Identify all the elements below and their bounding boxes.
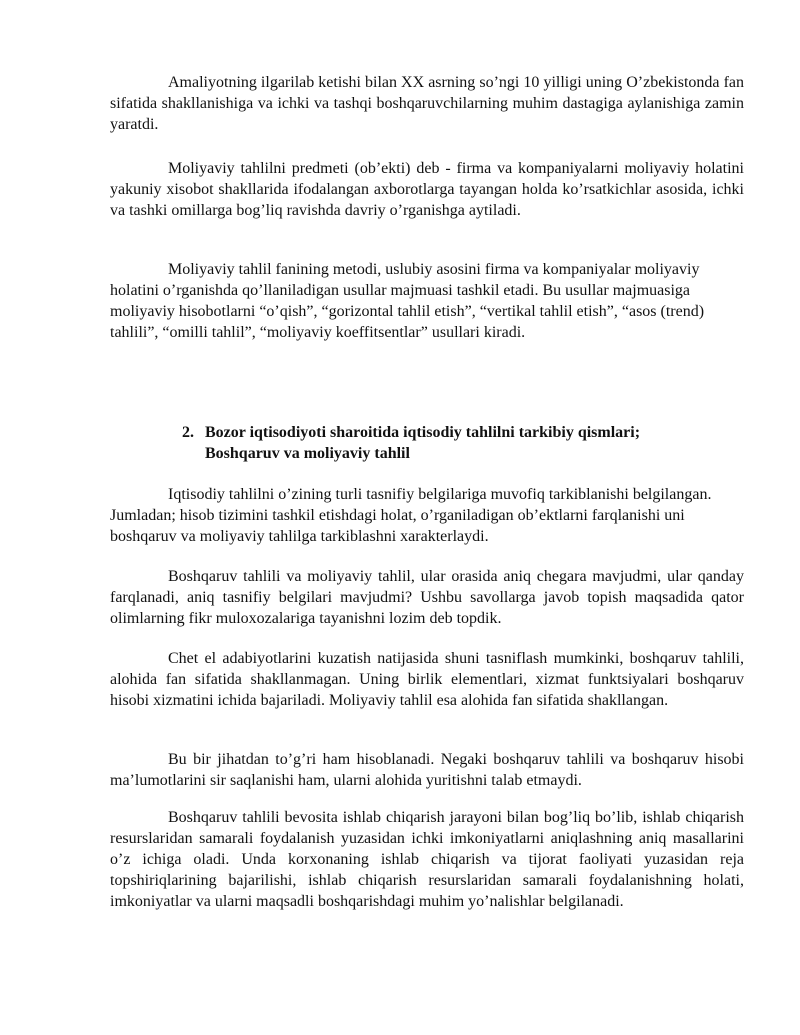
paragraph-7: Bu bir jihatdan to’g’ri ham hisoblanadi. Negaki boshqaruv tahlili va boshqaruv hisobi ma’lumotlarini sir saqlanishi ham, ularni alohida yuritishni talab etmaydi. bbox=[110, 751, 744, 789]
section-heading-line-2: Boshqaruv va moliyaviy tahlil bbox=[205, 445, 410, 462]
paragraph-5: Boshqaruv tahlili va moliyaviy tahlil, ular orasida aniq chegara mavjudmi, ular qanday farqlanadi, aniq tasnifiy belgilari mavjudmi? Ushbu savollarga javob topish maqsadida qator olimlarning fikr muloxozalariga tayanishni lozim deb topdik. bbox=[110, 568, 744, 627]
paragraph-8: Boshqaruv tahlili bevosita ishlab chiqarish jarayoni bilan bog’liq bo’lib, ishlab chiqarish resurslaridan samarali foydalanish yuzasidan ichki imkoniyatlarni aniqlashning aniq masallarini o’z ichiga oladi. Unda korxonaning ishlab chiqarish va tijorat faoliyati yuzasidan reja topshiriqlarining bajarilishi, ishlab chiqarish resurslaridan samarali foydalanishning holati, imkoniyatlar va ularni maqsadli boshqarishdagi muhim yo’nalishlar belgilanadi. bbox=[110, 809, 744, 910]
section-heading bbox=[182, 422, 742, 464]
paragraph-1: Amaliyotning ilgarilab ketishi bilan XX asrning so’ngi 10 yilligi uning O’zbekistonda fan sifatida shakllanishiga va ichki va tashqi boshqaruvchilarning muhim dastagiga aylanishiga zamin yaratdi. bbox=[110, 74, 744, 133]
paragraph-3: Moliyaviy tahlil fanining metodi, uslubiy asosini firma va kompaniyalar moliyaviy holatini o’rganishda qo’llaniladigan usullar majmuasi tashkil etadi. Bu usullar majmuasiga moliyaviy hisobotlarni “o’qish”, “gorizontal tahlil etish”, “vertikal tahlil etish”, “asos (trend) tahlili”, “omilli tahlil”, “moliyaviy koeffitsentlar” usullari kiradi. bbox=[110, 261, 705, 341]
section-heading-line-1: Bozor iqtisodiyoti sharoitida iqtisodiy tahlilni tarkibiy qismlari; bbox=[205, 424, 641, 441]
paragraph-6: Chet el adabiyotlarini kuzatish natijasida shuni tasniflash mumkinki, boshqaruv tahlili, alohida fan sifatida shakllanmagan. Uning birlik elementlari, xizmat funktsiyalari boshqaruv hisobi xizmatini ichida bajariladi. Moliyaviy tahlil esa alohida fan sifatida shakllangan. bbox=[110, 650, 744, 709]
section-heading-number: 2. bbox=[182, 424, 194, 441]
paragraph-4: Iqtisodiy tahlilni o’zining turli tasnifiy belgilariga muvofiq tarkiblanishi belgilangan. Jumladan; hisob tizimini tashkil etishdagi holat, o’rganiladigan ob’ektlarni farqlanishi uni boshqaruv va moliyaviy tahlilga tarkiblashni xarakterlaydi. bbox=[110, 486, 712, 545]
paragraph-2: Moliyaviy tahlilni predmeti (ob’ekti) deb - firma va kompaniyalarni moliyaviy holatini yakuniy xisobot shakllarida ifodalangan axborotlarga tayangan holda ko’rsatkichlar asosida, ichki va tashki omillarga bog’liq ravishda davriy o’rganishga aytiladi. bbox=[110, 160, 744, 219]
